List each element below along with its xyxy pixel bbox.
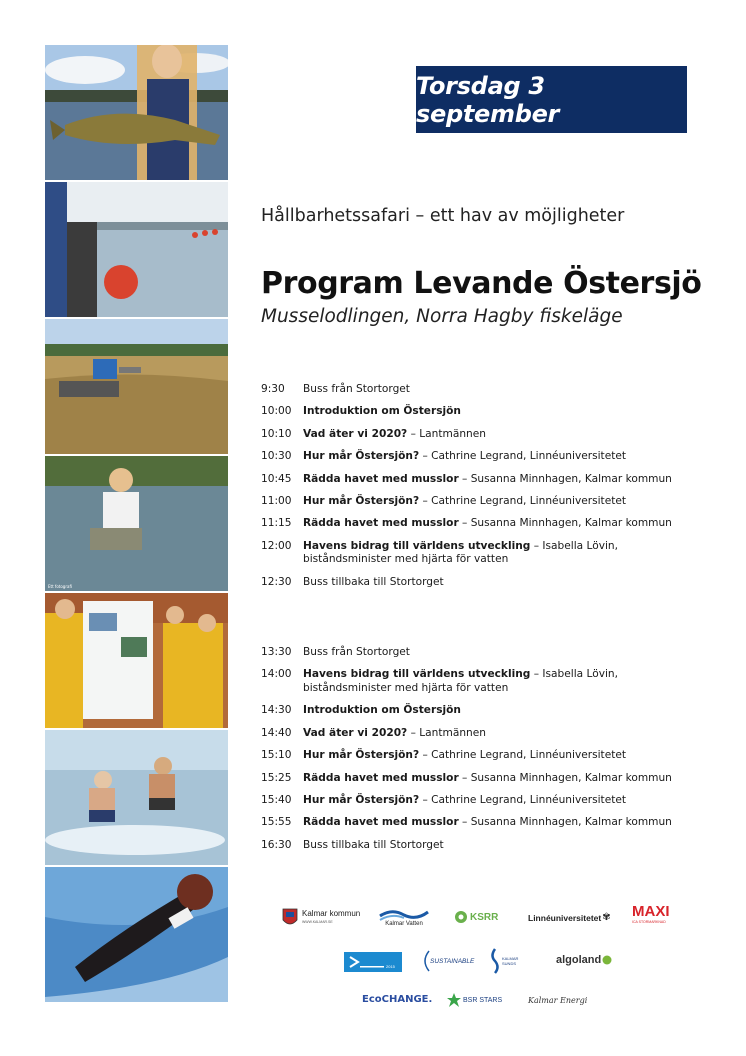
session-details: – Susanna Minnhagen, Kalmar kommun <box>458 472 672 485</box>
ecochange-name: EcoCHANGE. <box>362 994 433 1005</box>
schedule-row <box>261 495 701 509</box>
schedule-time: 15:10 <box>261 749 292 762</box>
schedule-row <box>261 517 701 531</box>
schedule-time: 10:10 <box>261 427 292 440</box>
schedule-description <box>303 727 701 741</box>
kalmarsundsregionen-year: 2015 <box>386 963 395 969</box>
schedule-row <box>261 816 701 830</box>
schedule-description <box>303 383 701 397</box>
schedule-row <box>261 540 701 567</box>
kalmarsundsregionen-logo <box>344 952 395 972</box>
kalmar-energi-logo <box>528 996 587 1005</box>
bsr-stars-logo <box>447 992 502 1008</box>
session-title: Hur mår Östersjön? <box>303 749 420 762</box>
algoland-name: algoland <box>556 954 602 966</box>
schedule-time: 11:15 <box>261 517 292 530</box>
sustainable-logo <box>420 950 474 972</box>
schedule-description <box>303 450 701 464</box>
schedule-row <box>261 704 701 718</box>
schedule-time: 10:00 <box>261 405 292 418</box>
session-details: Buss tillbaka till Stortorget <box>303 838 444 851</box>
kalmar-kommun-url: WWW.KALMAR.SE <box>302 920 333 924</box>
schedule-time: 14:00 <box>261 668 292 681</box>
kalmar-kommun-logo <box>282 908 360 928</box>
session-title: Havens bidrag till världens utveckling <box>303 539 531 552</box>
schedule-row <box>261 383 701 397</box>
photo-strip <box>45 45 228 1004</box>
linne-flower-icon: ✾ <box>602 912 611 923</box>
session-details: – Isabella Lövin, biståndsminister med hjärta för vatten <box>303 539 619 566</box>
session-details: – Cathrine Legrand, Linnéuniversitetet <box>419 494 627 507</box>
session-details: – Cathrine Legrand, Linnéuniversitetet <box>419 793 627 806</box>
kalmar-vatten-logo <box>378 908 430 927</box>
schedule-description <box>303 794 701 808</box>
session-title: Introduktion om Östersjön <box>303 405 461 418</box>
maxi-logo <box>632 903 670 928</box>
photo-reed-harvester <box>45 319 228 454</box>
schedule-time: 15:40 <box>261 793 292 806</box>
kalmarsunds-logo <box>490 948 528 974</box>
session-details: – Susanna Minnhagen, Kalmar kommun <box>458 771 672 784</box>
schedule-row <box>261 772 701 786</box>
session-title: Introduktion om Östersjön <box>303 704 461 717</box>
schedule-row <box>261 405 701 419</box>
schedule-description <box>303 749 701 763</box>
session-title: Rädda havet med musslor <box>303 816 459 829</box>
session-title: Hur mår Östersjön? <box>303 793 420 806</box>
session-title: Vad äter vi 2020? <box>303 427 408 440</box>
schedule-row <box>261 749 701 763</box>
schedule-row <box>261 450 701 464</box>
schedule-time: 14:30 <box>261 704 292 717</box>
photo-kids-in-sea <box>45 730 228 865</box>
schedule-description <box>303 428 701 442</box>
page-title: Program Levande Östersjö <box>261 266 702 301</box>
session-details: – Susanna Minnhagen, Kalmar kommun <box>458 816 672 829</box>
schedule-description <box>303 839 701 853</box>
schedule-time: 9:30 <box>261 383 285 395</box>
schedule-time: 16:30 <box>261 838 292 851</box>
event-date: Torsdag 3 september <box>416 71 560 128</box>
schedule-time: 13:30 <box>261 646 292 658</box>
event-subtitle: Hållbarhetssafari – ett hav av möjligheter <box>261 206 625 226</box>
kalmar-vatten-name: Kalmar Vatten <box>385 921 423 927</box>
schedule-row <box>261 428 701 442</box>
schedule-afternoon <box>261 646 701 861</box>
session-title: Vad äter vi 2020? <box>303 726 408 739</box>
schedule-description <box>303 495 701 509</box>
schedule-row <box>261 794 701 808</box>
photo-girl-with-fish <box>45 45 228 180</box>
schedule-row <box>261 839 701 853</box>
session-title: Rädda havet med musslor <box>303 472 459 485</box>
schedule-description <box>303 646 701 660</box>
session-title: Havens bidrag till världens utveckling <box>303 668 531 681</box>
session-details: Buss från Stortorget <box>303 646 410 658</box>
ksrr-logo <box>454 910 498 924</box>
schedule-row <box>261 727 701 741</box>
schedule-description <box>303 540 701 567</box>
schedule-description <box>303 576 701 590</box>
date-banner <box>416 66 687 133</box>
ksrr-name: KSRR <box>470 911 499 923</box>
schedule-description <box>303 668 701 695</box>
session-title: Rädda havet med musslor <box>303 517 459 530</box>
session-details: Buss från Stortorget <box>303 383 410 395</box>
schedule-time: 15:25 <box>261 771 292 784</box>
ecochange-logo <box>362 994 432 1005</box>
linneuniversitetet-name: Linnéuniversitetet <box>528 912 602 923</box>
kalmar-energi-name: Kalmar Energi <box>528 996 588 1005</box>
photo-buoy <box>45 182 228 317</box>
algoland-logo <box>556 954 612 966</box>
schedule-description <box>303 772 701 786</box>
linneuniversitetet-logo <box>528 912 611 923</box>
schedule-description <box>303 517 701 531</box>
schedule-time: 14:40 <box>261 726 292 739</box>
schedule-time: 12:30 <box>261 575 292 588</box>
schedule-description <box>303 704 701 718</box>
session-title: Hur mår Östersjön? <box>303 450 420 463</box>
session-details: – Cathrine Legrand, Linnéuniversitetet <box>419 450 627 463</box>
session-details: – Lantmännen <box>407 726 486 739</box>
session-title: Hur mår Östersjön? <box>303 494 420 507</box>
session-details: – Isabella Lövin, biståndsminister med hjärta för vatten <box>303 668 619 694</box>
schedule-row <box>261 576 701 590</box>
schedule-row <box>261 668 701 695</box>
kalmarsunds-name: KALMAR SUNDS <box>502 956 519 966</box>
schedule-time: 10:45 <box>261 472 292 485</box>
schedule-description <box>303 473 701 487</box>
photo-exhibition <box>45 593 228 728</box>
schedule-time: 15:55 <box>261 816 292 829</box>
schedule-morning <box>261 383 701 598</box>
schedule-description <box>303 405 701 419</box>
schedule-description <box>303 816 701 830</box>
session-details: – Lantmännen <box>407 427 486 440</box>
photo-caption: Ett fotografi <box>48 584 72 589</box>
photo-boy-in-water <box>45 456 228 591</box>
session-details: – Susanna Minnhagen, Kalmar kommun <box>458 517 672 530</box>
maxi-name: MAXI <box>632 903 670 920</box>
sustainable-name: SUSTAINABLE <box>430 957 475 965</box>
schedule-time: 11:00 <box>261 494 292 507</box>
bsr-stars-name: BSR STARS <box>463 996 503 1004</box>
schedule-time: 12:00 <box>261 539 292 552</box>
session-details: Buss tillbaka till Stortorget <box>303 575 444 588</box>
kalmar-kommun-name: Kalmar kommun <box>302 909 361 918</box>
schedule-time: 10:30 <box>261 450 292 463</box>
photo-mussels <box>45 867 228 1002</box>
maxi-subtitle: ICA STORMARKNAD <box>632 920 666 924</box>
event-location: Musselodlingen, Norra Hagby fiskeläge <box>261 306 623 327</box>
schedule-row <box>261 646 701 660</box>
session-details: – Cathrine Legrand, Linnéuniversitetet <box>419 749 627 762</box>
session-title: Rädda havet med musslor <box>303 771 459 784</box>
schedule-row <box>261 473 701 487</box>
